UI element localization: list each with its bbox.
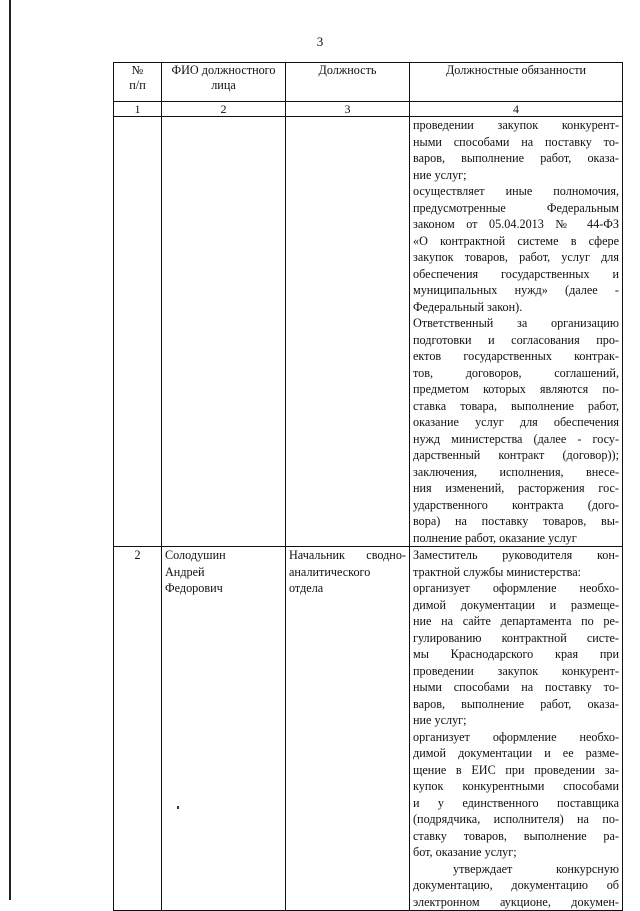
row-2-duties-line: гулированию контрактной систе- <box>413 630 619 645</box>
row-2-duties-line: ставку товаров, выполнение ра- <box>413 828 619 843</box>
row-1-duties-line: тов, договоров, соглашений, <box>413 365 619 380</box>
row-1-duties-line: варов, выполнение работ, оказа- <box>413 151 619 165</box>
header-fio-line: лица <box>211 78 236 92</box>
row-1-position <box>286 117 410 547</box>
row-2-duties-line: (подрядчика, исполнителя) на по- <box>413 812 619 826</box>
table-row <box>114 547 623 911</box>
header-num <box>114 63 162 102</box>
row-1-duties-line: подготовки и согласования про- <box>413 332 619 347</box>
row-1-fio <box>162 117 286 547</box>
scan-speck <box>177 806 179 809</box>
row-1-duties-line: закупок товаров, работ, услуг для <box>413 250 619 264</box>
row-2-duties-line: ными способами на поставку то- <box>413 680 619 694</box>
header-fio <box>162 63 286 102</box>
row-1-duties-line: заключения, исполнения, внесе- <box>413 464 619 479</box>
header-duties: Должностные обязанности <box>410 63 623 102</box>
row-2-duties-line: электронном аукционе, докумен- <box>413 894 619 909</box>
row-1-duties-line: ставка товара, выполнение работ, <box>413 398 619 413</box>
row-1-duties-line: ектов государственных контрак- <box>413 349 619 363</box>
row-1-duties-line: ния изменений, расторжения гос- <box>413 481 619 495</box>
row-2-duties-line: проведении закупок конкурент- <box>413 663 619 678</box>
row-2-duties <box>410 547 623 911</box>
row-2-duties-line: купок конкурентными способами <box>413 779 619 793</box>
row-2-num: 2 <box>114 547 162 911</box>
column-index-1: 1 <box>114 102 162 117</box>
row-2-fio-line: Солодушин <box>165 548 226 562</box>
header-fio-line: ФИО должностного <box>171 63 276 77</box>
row-1-duties-line: Федеральный закон). <box>413 299 523 314</box>
row-1-duties-line: полнение работ, оказание услуг <box>413 530 577 545</box>
header-position: Должность <box>286 63 410 102</box>
row-2-position-line: аналитического <box>289 564 371 579</box>
row-2-fio <box>162 547 286 911</box>
row-1-duties-line: осуществляет иные полномочия, <box>413 184 619 198</box>
column-index-3: 3 <box>286 102 410 117</box>
scan-edge-line <box>9 0 11 900</box>
column-index-2: 2 <box>162 102 286 117</box>
header-num-line: п/п <box>129 78 146 92</box>
row-2-fio-line: Федорович <box>165 581 223 595</box>
row-1-duties-line: предметом которых являются по- <box>413 382 619 396</box>
row-1-duties <box>410 117 623 547</box>
row-1-duties-line: законом от 05.04.2013 № 44-ФЗ <box>413 217 619 231</box>
row-2-duties-line: и у единственного поставщика <box>413 795 619 810</box>
row-1-duties-line: оказание услуг для обеспечения <box>413 415 619 429</box>
row-1-duties-line: ние услуг; <box>413 167 467 182</box>
table-row <box>114 117 623 547</box>
page-number: 3 <box>316 34 324 49</box>
row-1-duties-line: проведении закупок конкурент- <box>413 118 619 132</box>
row-1-duties-line: обеспечения государственных и <box>413 266 619 281</box>
row-2-position-line: Начальник сводно- <box>289 548 406 562</box>
row-2-duties-line: ние на сайте департамента по ре- <box>413 614 619 628</box>
row-2-duties-line: бот, оказание услуг; <box>413 845 517 859</box>
duties-table <box>113 62 623 911</box>
row-1-duties-line: муниципальных нужд» (далее - <box>413 283 619 297</box>
column-index-row <box>114 102 623 117</box>
row-1-duties-line: нужд министерства (далее - госу- <box>413 431 619 446</box>
row-2-duties-line: димой документации и ее разме- <box>413 746 619 760</box>
row-1-duties-line: дарственный контракт (договор)); <box>413 448 619 462</box>
row-2-fio-line: Андрей <box>165 564 205 579</box>
row-1-duties-line: «О контрактной системе в сфере <box>413 233 619 248</box>
row-2-duties-line: документацию, документацию об <box>413 878 619 892</box>
row-1-duties-line: ными способами на поставку то- <box>413 134 619 149</box>
column-index-4: 4 <box>410 102 623 117</box>
row-1-duties-line: ударственного контракта (дого- <box>413 497 619 512</box>
table-header-row <box>114 63 623 102</box>
row-2-duties-line: Заместитель руководителя кон- <box>413 548 619 562</box>
row-2-position <box>286 547 410 911</box>
row-1-num <box>114 117 162 547</box>
row-2-duties-line: утверждает конкурсную <box>453 861 619 876</box>
row-2-duties-line: варов, выполнение работ, оказа- <box>413 696 619 711</box>
row-2-duties-line: димой документации и размеще- <box>413 597 619 612</box>
row-2-duties-line: щение в ЕИС при проведении за- <box>413 762 619 777</box>
row-2-duties-line: трактной службы министерства: <box>413 564 582 579</box>
row-1-duties-line: вора) на поставку товаров, вы- <box>413 514 619 528</box>
row-1-duties-line: предусмотренные Федеральным <box>413 200 619 215</box>
row-2-duties-line: мы Краснодарского края при <box>413 647 619 661</box>
row-2-duties-line: ние услуг; <box>413 713 467 727</box>
header-num-line: № <box>131 63 144 77</box>
row-2-position-line: отдела <box>289 581 324 595</box>
row-1-duties-line: Ответственный за организацию <box>413 316 619 330</box>
row-2-duties-line: организует оформление необхо- <box>413 581 619 595</box>
row-2-duties-line: организует оформление необхо- <box>413 729 619 744</box>
